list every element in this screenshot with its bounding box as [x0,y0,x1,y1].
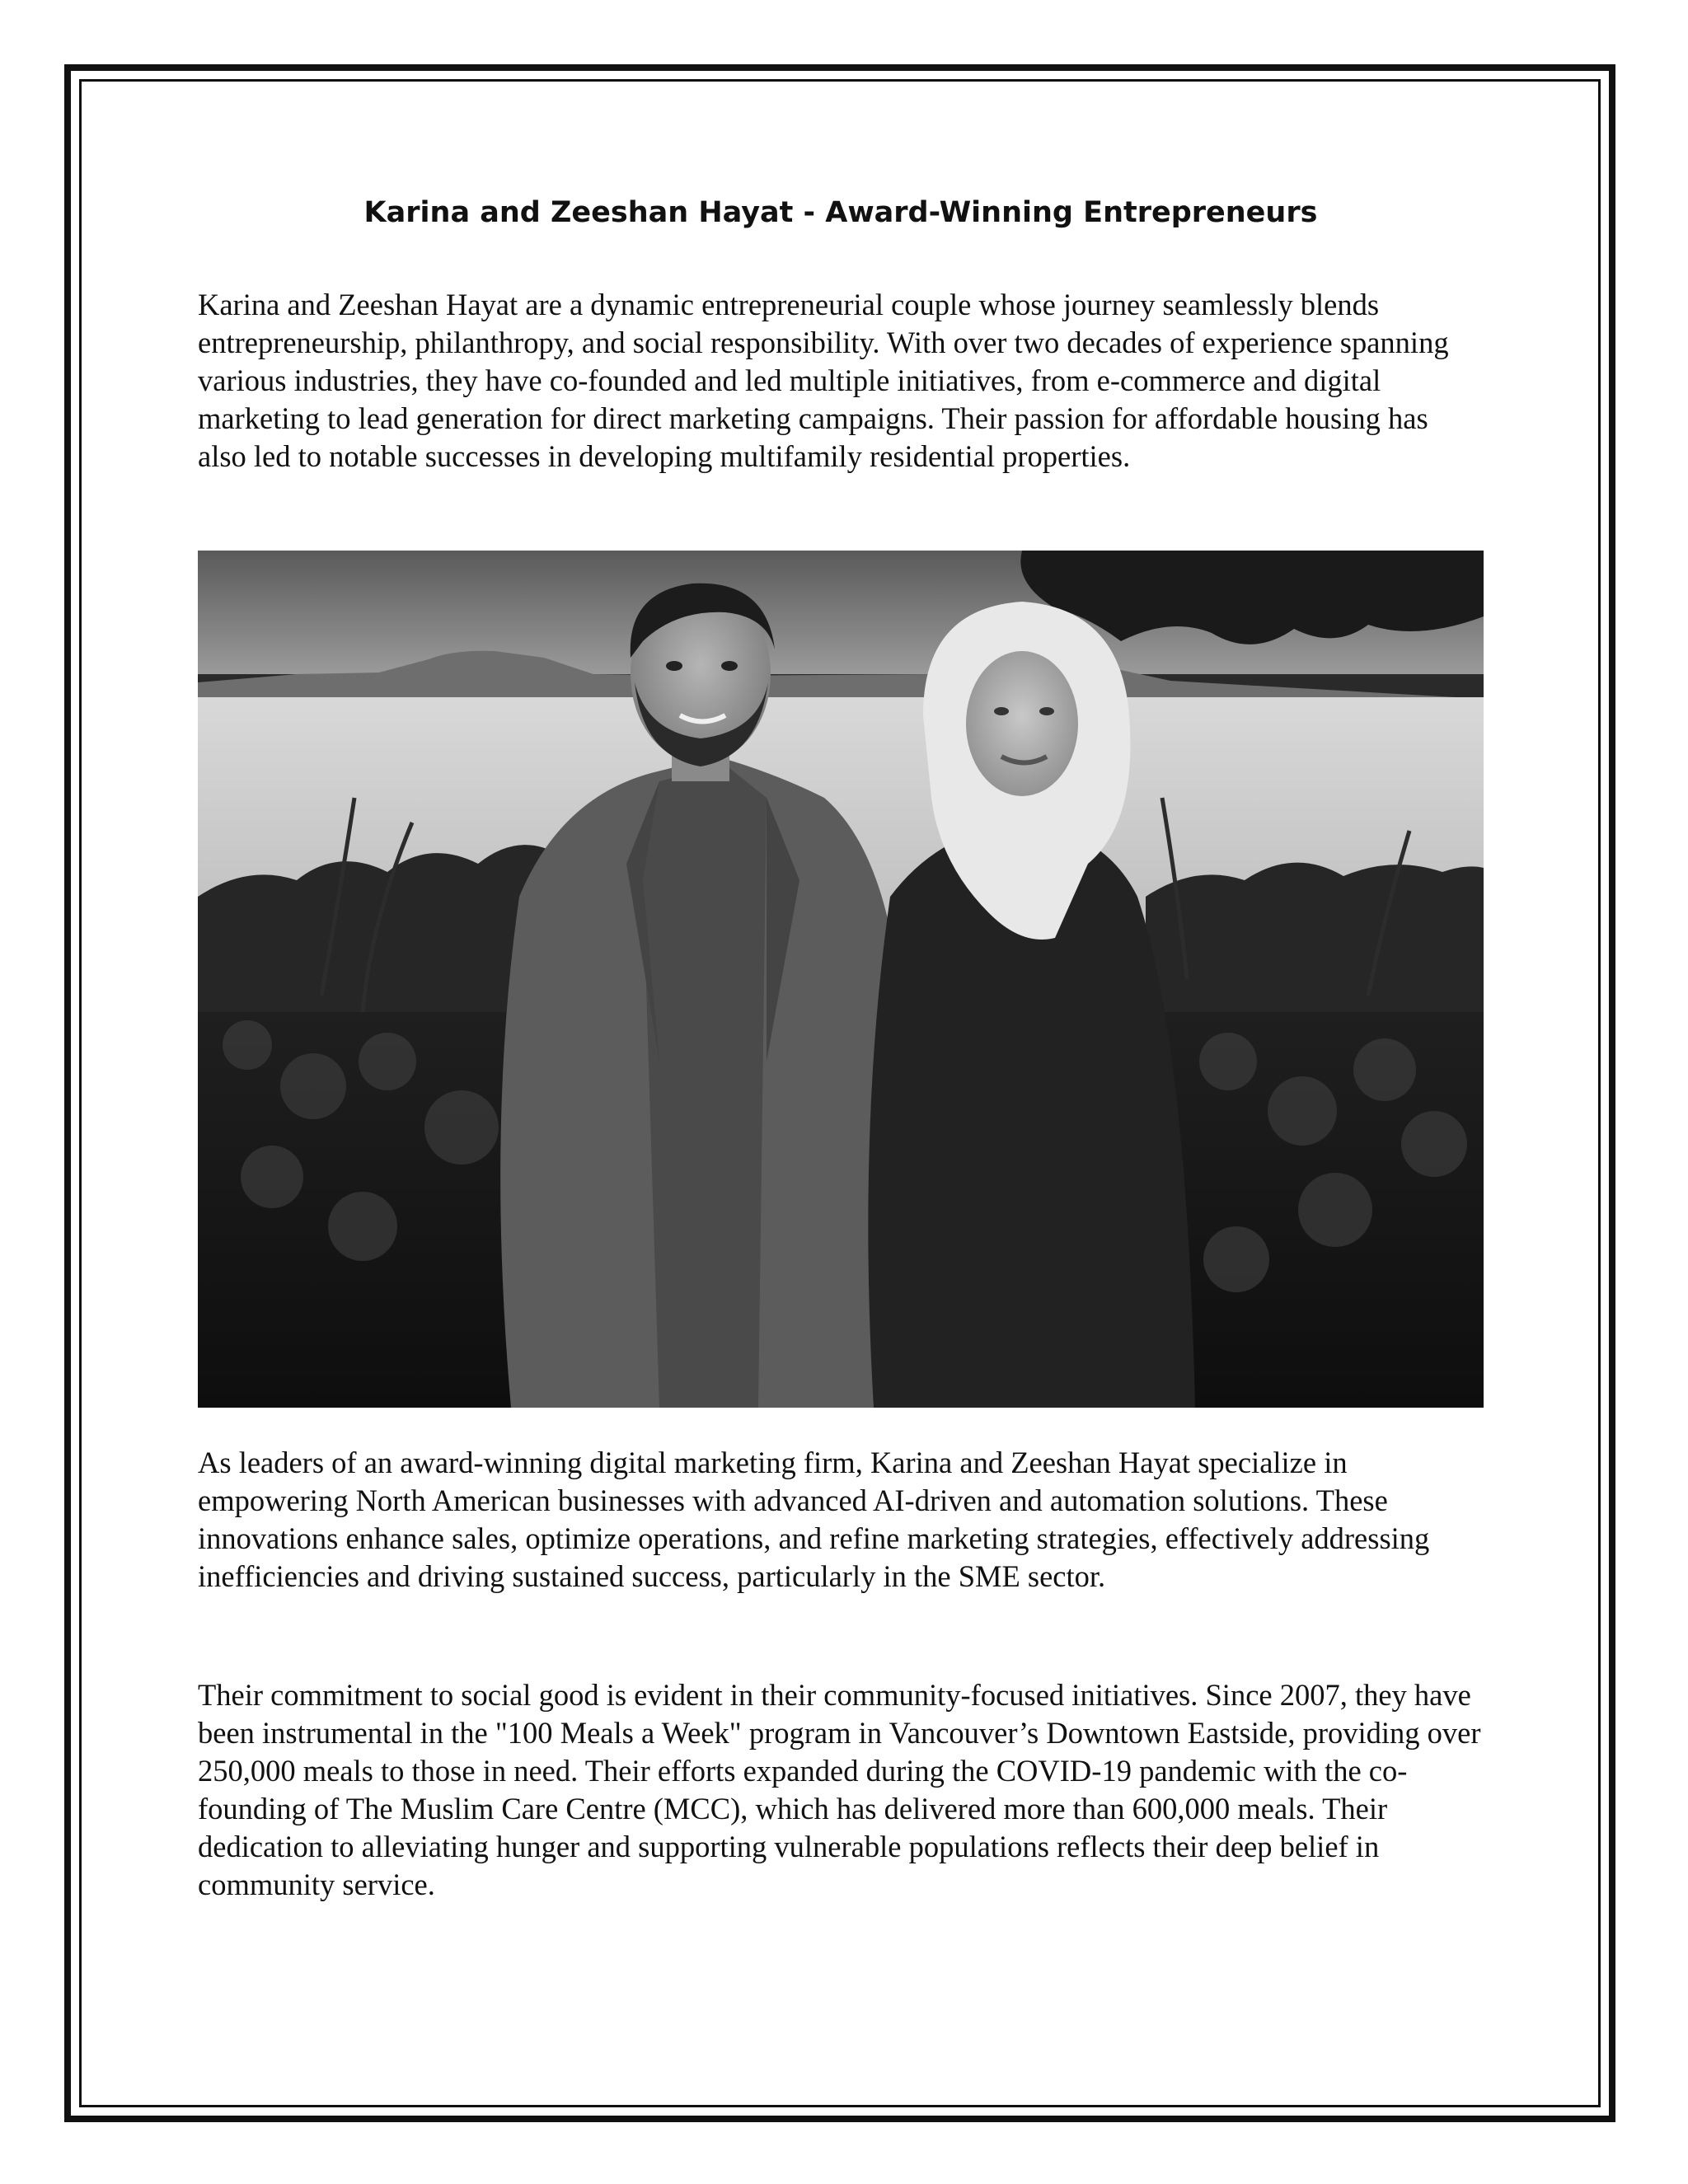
couple-photo [198,551,1484,1408]
community-paragraph: Their commitment to social good is evident in their community-focused initiatives. Since 2007, they have been instrumental in the "100 Meals a Week" program in Vancouver’s Downtown Eastside, providing over 250,000 meals to those in need. Their efforts expanded during the COVID-19 pandemic with the co-founding of The Muslim Care Centre (MCC), which has delivered more than 600,000 meals. Their dedication to alleviating hunger and supporting vulnerable populations reflects their deep belief in community service. [198,1678,1481,1901]
intro-paragraph: Karina and Zeeshan Hayat are a dynamic entrepreneurial couple whose journey seamlessly blends entrepreneurship, philanthropy, and social responsibility. With over two decades of experience spanning various industries, they have co-founded and led multiple initiatives, from e-commerce and digital marketing to lead generation for direct marketing campaigns. Their passion for affordable housing has also led to notable successes in developing multifamily residential properties. [198,288,1449,473]
business-paragraph: As leaders of an award-winning digital marketing firm, Karina and Zeeshan Hayat specialize in empowering North American businesses with advanced AI-driven and automation solutions. These innovations enhance sales, optimize operations, and refine marketing strategies, effectively addressing inefficiencies and driving sustained success, particularly in the SME sector. [198,1446,1430,1593]
page-title: Karina and Zeeshan Hayat - Award-Winning Entrepreneurs [363,196,1318,229]
